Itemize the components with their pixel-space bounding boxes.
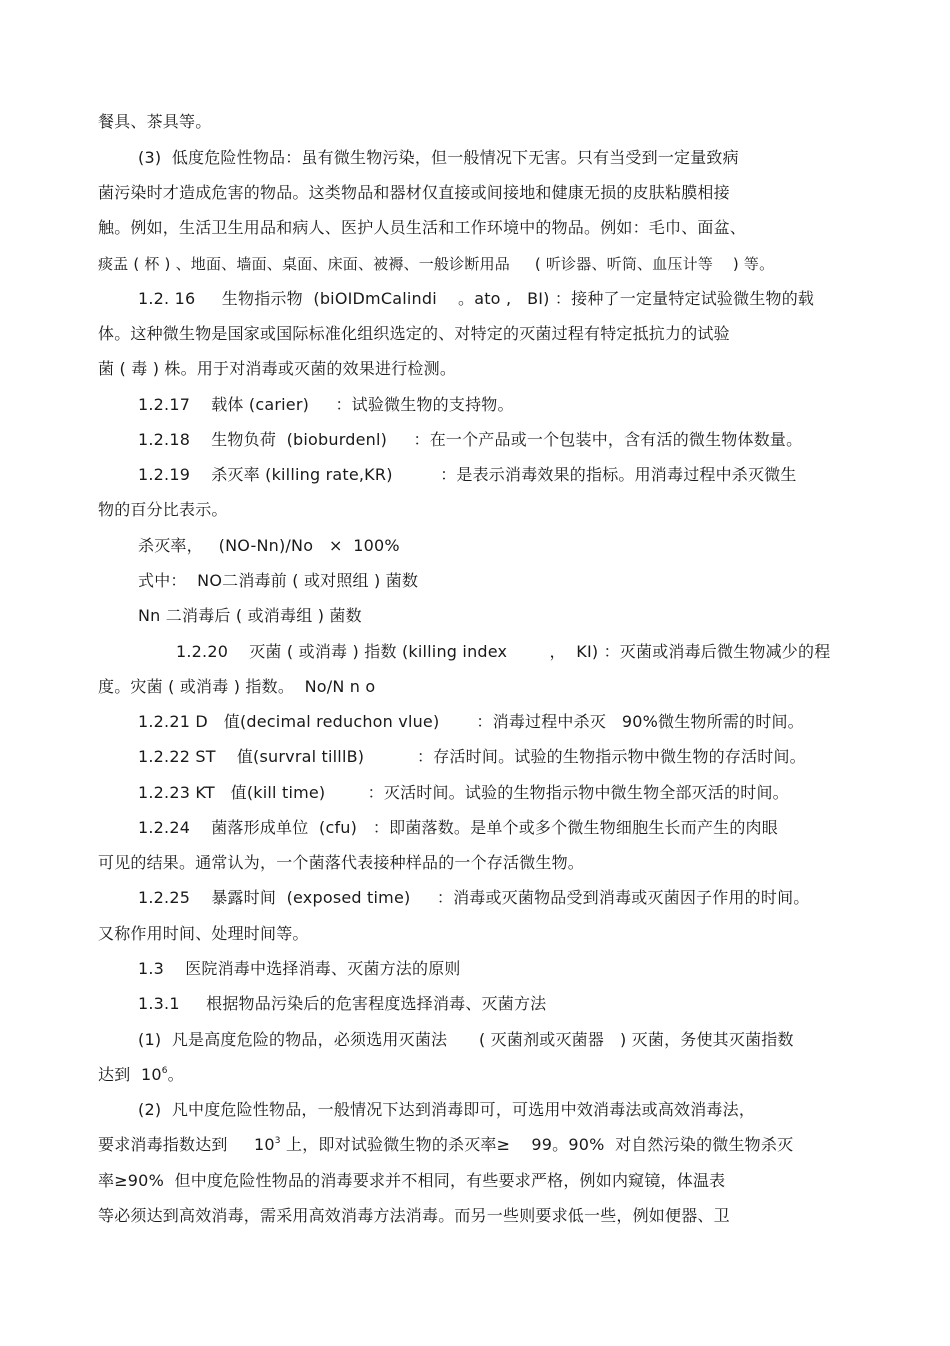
- superscript: 3: [274, 1136, 281, 1146]
- text-line: [98, 1064, 184, 1086]
- text-line: 物的百分比表示。: [98, 500, 228, 519]
- formula-definition: 式中： NO二消毒前 ( 或对照组 ) 菌数: [138, 571, 419, 590]
- text-line: 触。例如，生活卫生用品和病人、医护人员生活和工作环境中的物品。例如：毛巾、面盆、: [98, 218, 747, 237]
- subsection-heading: 1.3.1 根据物品污染后的危害程度选择消毒、灭菌方法: [138, 994, 547, 1013]
- text-line: 1.2. 16 生物指示物 (biOIDmCalindi 。ato , BI) ：接种了一定量特定试验微生物的载: [138, 289, 815, 308]
- text-line: 痰盂 ( 杯 ) 、地面、墙面、桌面、床面、被褥、一般诊断用品 ( 听诊器、听筒、血压计等 ) 等。: [98, 255, 775, 273]
- text-line: 1.2.20 灭菌 ( 或消毒 ) 指数 (killing index ， KI) ：灭菌或消毒后微生物减少的程: [176, 642, 831, 661]
- section-heading: 1.3 医院消毒中选择消毒、灭菌方法的原则: [138, 959, 461, 978]
- text-line: 菌污染时才造成危害的物品。这类物品和器材仅直接或间接地和健康无损的皮肤粘膜相接: [98, 183, 730, 202]
- text-line: 1.2.21 D 值(decimal reduchon vlue) ：消毒过程中杀灭 90%微生物所需的时间。: [138, 712, 804, 731]
- text-fragment: 要求消毒指数达到 10: [98, 1135, 275, 1154]
- text-line: 1.2.23 KT 值(kill time) ：灭活时间。试验的生物指示物中微生物全部灭活的时间。: [138, 783, 789, 802]
- text-line: 餐具、茶具等。: [98, 112, 212, 131]
- text-line: 1.2.18 生物负荷 (bioburdenl) ：在一个产品或一个包装中，含有活的微生物体数量。: [138, 430, 803, 449]
- text-line: 可见的结果。通常认为，一个菌落代表接种样品的一个存活微生物。: [98, 853, 585, 872]
- formula-line: 杀灭率， (NO-Nn)/No × 100%: [138, 536, 400, 555]
- text-fragment: 达到 10: [98, 1065, 162, 1084]
- formula-definition: Nn 二消毒后 ( 或消毒组 ) 菌数: [138, 606, 362, 625]
- text-fragment: 上，即对试验微生物的杀灭率≥ 99。90% 对自然污染的微生物杀灭: [280, 1135, 794, 1154]
- superscript: 6: [161, 1066, 168, 1076]
- text-line: (3) 低度危险性物品：虽有微生物污染，但一般情况下无害。只有当受到一定量致病: [138, 148, 739, 167]
- text-line: 1.2.19 杀灭率 (killing rate,KR) ：是表示消毒效果的指标。用消毒过程中杀灭微生: [138, 465, 797, 484]
- text-line: [98, 1134, 793, 1156]
- text-line: (2) 凡中度危险性物品，一般情况下达到消毒即可，可选用中效消毒法或高效消毒法，: [138, 1100, 756, 1119]
- text-line: 度。灾菌 ( 或消毒 ) 指数。 No/N n o: [98, 677, 376, 696]
- text-line: 1.2.22 ST 值(survral tilllB) ：存活时间。试验的生物指示物中微生物的存活时间。: [138, 747, 806, 766]
- text-line: (1) 凡是高度危险的物品，必须选用灭菌法 ( 灭菌剂或灭菌器 ) 灭菌，务使其灭菌指数: [138, 1030, 794, 1049]
- text-line: 体。这种微生物是国家或国际标准化组织选定的、对特定的灭菌过程有特定抵抗力的试验: [98, 324, 730, 343]
- text-line: 菌 ( 毒 ) 株。用于对消毒或灭菌的效果进行检测。: [98, 359, 457, 378]
- text-line: 1.2.25 暴露时间 (exposed time) ：消毒或灭菌物品受到消毒或灭菌因子作用的时间。: [138, 888, 810, 907]
- text-line: 率≥90% 但中度危险性物品的消毒要求并不相同，有些要求严格，例如内窥镜，体温表: [98, 1171, 726, 1190]
- text-line: 1.2.17 载体 (carier) ：试验微生物的支持物。: [138, 395, 514, 414]
- text-fragment: 。: [167, 1065, 184, 1084]
- text-line: 1.2.24 菌落形成单位 (cfu) ：即菌落数。是单个或多个微生物细胞生长而产生的肉眼: [138, 818, 778, 837]
- text-line: 又称作用时间、处理时间等。: [98, 924, 309, 943]
- text-line: 等必须达到高效消毒，需采用高效消毒方法消毒。而另一些则要求低一些，例如便器、卫: [98, 1206, 730, 1225]
